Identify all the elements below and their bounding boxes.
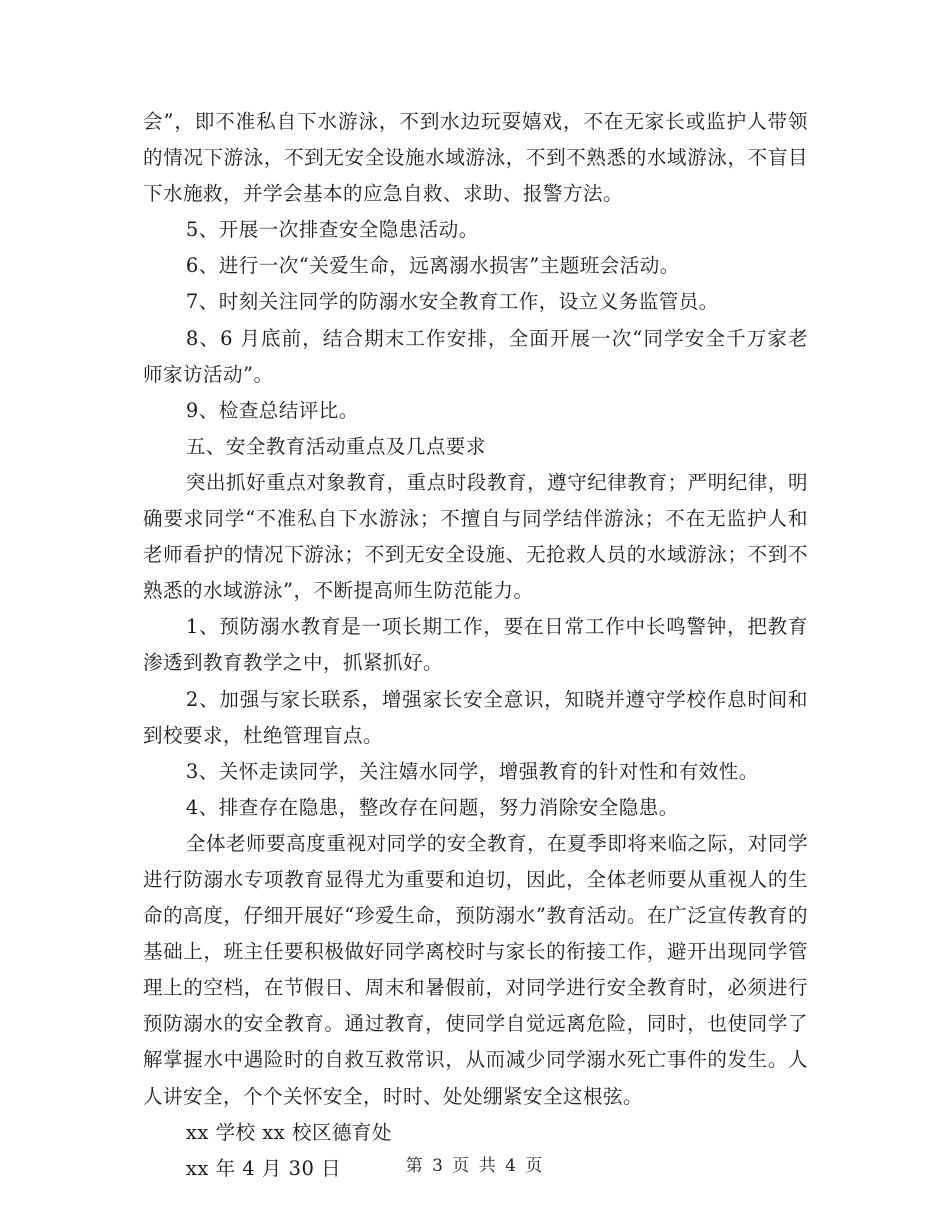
list-item-5: 5、开展一次排查安全隐患活动。 (185, 218, 479, 242)
page-footer: 第 3 页 共 4 页 (405, 1156, 545, 1176)
list-item-9: 9、检查总结评比。 (185, 398, 359, 422)
requirement-item-1: 1、预防溺水教育是一项长期工作，要在日常工作中长鸣警钟，把教育渗透到教育教学之中，抓紧抓好。 (143, 615, 808, 675)
list-item-6: 6、进行一次“关爱生命，远离溺水损害”主题班会活动。 (185, 254, 680, 278)
list-item-8: 8、6 月底前，结合期末工作安排，全面开展一次“同学安全千万家老师家访活动”。 (143, 326, 808, 386)
document-body (143, 104, 808, 1187)
signature-office: xx 学校 xx 校区德育处 (185, 1120, 392, 1144)
requirement-item-3: 3、关怀走读同学，关注嬉水同学，增强教育的针对性和有效性。 (185, 759, 759, 783)
requirement-item-4: 4、排查存在隐患，整改存在问题，努力消除安全隐患。 (185, 795, 679, 819)
paragraph-conclusion: 全体老师要高度重视对同学的安全教育，在夏季即将来临之际，对同学进行防溺水专项教育显得尤为重要和迫切，因此，全体老师要从重视人的生命的高度，仔细开展好“珍爱生命，预防溺水”教育活动。在广泛宣传教育的基础上，班主任要积极做好同学离校时与家长的衔接工作，避开出现同学管理上的空档，在节假日、周末和暑假前，对同学进行安全教育时，必须进行预防溺水的安全教育。通过教育，使同学自觉远离危险，同时，也使同学了解掌握水中遇险时的自救互救常识，从而减少同学溺水死亡事件的发生。人人讲安全，个个关怀安全，时时、处处绷紧安全这根弦。 (143, 831, 808, 1108)
requirement-item-2: 2、加强与家长联系，增强家长安全意识，知晓并遵守学校作息时间和到校要求，杜绝管理盲点。 (143, 687, 808, 747)
list-item-7: 7、时刻关注同学的防溺水安全教育工作，设立义务监管员。 (185, 290, 719, 314)
section-heading-5: 五、安全教育活动重点及几点要求 (185, 434, 486, 458)
paragraph-key-points: 突出抓好重点对象教育，重点时段教育，遵守纪律教育；严明纪律，明确要求同学“不准私自下水游泳；不擅自与同学结伴游泳；不在无监护人和老师看护的情况下游泳；不到无安全设施、无抢救人员的水域游泳；不到不熟悉的水域游泳”，不断提高师生防范能力。 (143, 470, 808, 603)
signature-date: xx 年 4 月 30 日 (185, 1156, 342, 1180)
paragraph-swimming-rules: 会”，即不准私自下水游泳，不到水边玩耍嬉戏，不在无家长或监护人带领的情况下游泳，不到无安全设施水域游泳，不到不熟悉的水域游泳，不盲目下水施救，并学会基本的应急自救、求助、报警方法。 (143, 110, 808, 206)
